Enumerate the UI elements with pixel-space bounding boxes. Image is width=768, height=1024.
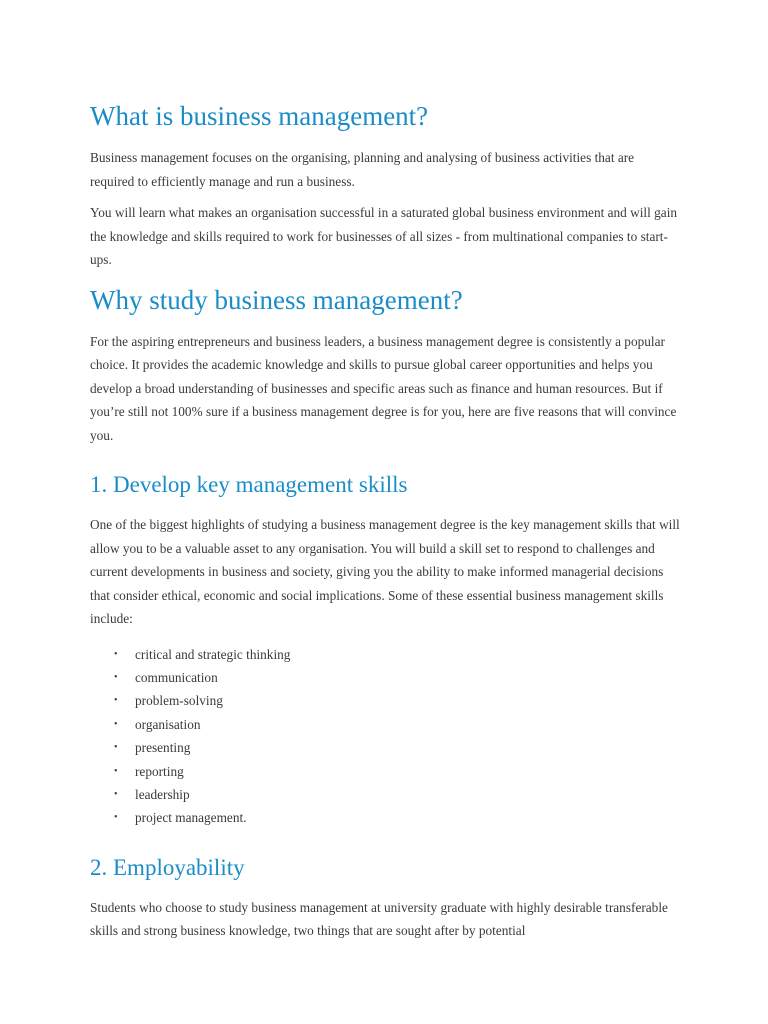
article-body [90,100,680,951]
list-item [114,760,680,783]
list-item-text: critical and strategic thinking [135,646,291,662]
heading-employability: 2. Employability [90,854,245,880]
list-item-text: organisation [135,716,201,732]
list-item [114,666,680,689]
list-item [114,783,680,806]
paragraph: You will learn what makes an organisation successful in a saturated global business environment and will gain the knowledge and skills required to work for businesses of all sizes - from multinational companies to start-ups. [90,205,678,267]
list-item-text: communication [135,669,218,685]
list-item-text: reporting [135,763,184,779]
bullet-icon: • [114,671,118,683]
list-item [114,713,680,736]
bullet-icon: • [114,765,118,777]
list-item-text: problem-solving [135,693,223,709]
heading-develop-key-management-skills: 1. Develop key management skills [90,472,408,497]
heading-what-is-business-management: What is business management? [90,101,429,131]
bullet-icon: • [114,742,118,754]
paragraph: Students who choose to study business management at university graduate with highly desirable transferable skills and strong business knowledge, two things that are sought after by potential [90,899,668,939]
paragraph: For the aspiring entrepreneurs and business leaders, a business management degree is consistently a popular choice. It provides the academic knowledge and skills to pursue global career opportunities and helps you develop a broad understanding of businesses and specific areas such as finance and human resources. But if you’re still not 100% sure if a business management degree is for you, here are five reasons that will convince you. [90,333,677,443]
list-item [114,689,680,712]
list-item-text: leadership [135,786,190,802]
list-item-text: presenting [135,740,191,756]
paragraph: Business management focuses on the organising, planning and analysing of business activities that are required to efficiently manage and run a business. [90,150,635,189]
list-item [114,806,680,829]
heading-why-study-business-management: Why study business management? [90,284,463,315]
paragraph: One of the biggest highlights of studying a business management degree is the key management skills that will allow you to be a valuable asset to any organisation. You will build a skill set to respond to challenges and current developments in business and society, giving you the ability to make informed managerial decisions that consider ethical, economic and social implications. Some of these essential business management skills include: [90,517,680,626]
bullet-icon: • [114,695,118,707]
list-item [114,643,680,666]
bullet-icon: • [114,718,118,730]
list-item-text: project management. [135,810,247,826]
bullet-icon: • [114,812,118,824]
skills-list [90,643,680,830]
bullet-icon: • [114,648,118,660]
list-item [114,736,680,759]
bullet-icon: • [114,788,118,800]
